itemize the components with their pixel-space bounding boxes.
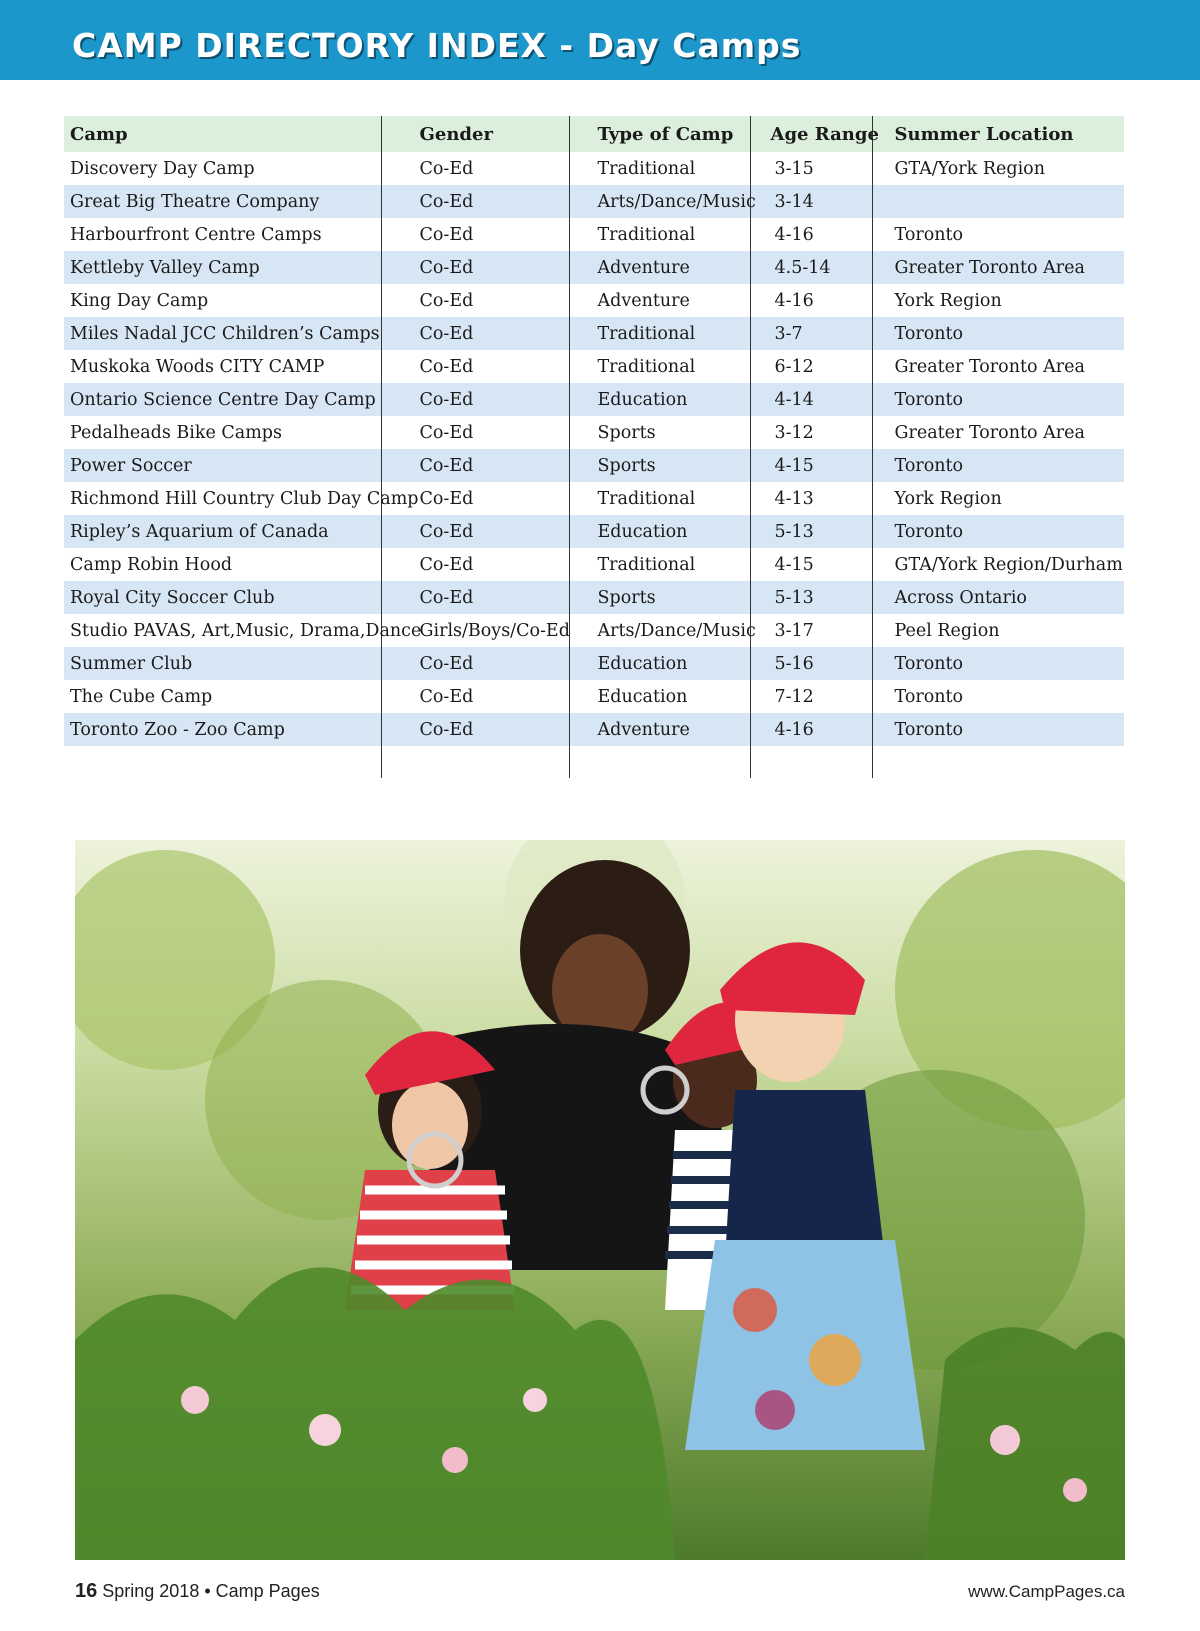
table-cell: 4.5-14 [750, 251, 872, 284]
table-cell: Toronto [872, 449, 1124, 482]
table-cell: 6-12 [750, 350, 872, 383]
table-cell: Co-Ed [381, 713, 569, 746]
table-cell: Co-Ed [381, 482, 569, 515]
table-cell: Royal City Soccer Club [64, 581, 381, 614]
table-cell: York Region [872, 482, 1124, 515]
footer-website[interactable]: www.CampPages.ca [968, 1582, 1125, 1601]
column-header: Age Range [750, 116, 872, 152]
table-cell: 4-15 [750, 449, 872, 482]
table-row [64, 614, 1124, 647]
table-row [64, 251, 1124, 284]
table-cell: York Region [872, 284, 1124, 317]
header-banner [0, 0, 1200, 80]
page-title: CAMP DIRECTORY INDEX - Day Camps [72, 26, 802, 65]
table-row [64, 581, 1124, 614]
table-header-row [64, 116, 1124, 152]
table-cell: Co-Ed [381, 218, 569, 251]
table-cell: Traditional [569, 218, 750, 251]
table-cell: Greater Toronto Area [872, 416, 1124, 449]
table-cell: 3-14 [750, 185, 872, 218]
table-cell: Toronto [872, 515, 1124, 548]
table-cell: Toronto [872, 317, 1124, 350]
table-cell: 3-17 [750, 614, 872, 647]
table-cell: Traditional [569, 482, 750, 515]
table-cell: Girls/Boys/Co-Ed [381, 614, 569, 647]
camp-directory-table [64, 116, 1124, 778]
page-number: 16 [75, 1580, 98, 1602]
table-cell: GTA/York Region/Durham [872, 548, 1124, 581]
table-cell: Adventure [569, 284, 750, 317]
footer-issue [75, 1580, 320, 1603]
table-cell: 5-13 [750, 581, 872, 614]
table-cell: Studio PAVAS, Art,Music, Drama,Dance [70, 620, 422, 641]
table-cell [64, 746, 381, 778]
table-row [64, 218, 1124, 251]
table-cell: Toronto [872, 713, 1124, 746]
table-cell [872, 746, 1124, 778]
table-cell: Arts/Dance/Music [569, 614, 750, 647]
table-cell: 7-12 [750, 680, 872, 713]
table-cell: Traditional [569, 317, 750, 350]
table-cell: 3-7 [750, 317, 872, 350]
table-cell: 4-16 [750, 218, 872, 251]
table-cell [872, 185, 1124, 218]
table-row [64, 548, 1124, 581]
table-cell: Across Ontario [872, 581, 1124, 614]
column-header: Type of Camp [569, 116, 750, 152]
table-cell: 3-12 [750, 416, 872, 449]
photo-illustration [75, 840, 1125, 1560]
column-header: Summer Location [872, 116, 1124, 152]
table-row [64, 152, 1124, 185]
table-row [64, 647, 1124, 680]
table-cell: Co-Ed [381, 680, 569, 713]
table-cell: The Cube Camp [70, 686, 213, 707]
table-row [64, 317, 1124, 350]
table-cell: Toronto [872, 218, 1124, 251]
table-cell: 4-15 [750, 548, 872, 581]
table-cell: Richmond Hill Country Club Day Camp [70, 488, 419, 509]
table-cell: Kettleby Valley Camp [64, 251, 381, 284]
table-cell: Co-Ed [381, 251, 569, 284]
table-cell: Greater Toronto Area [872, 251, 1124, 284]
table-cell: Co-Ed [381, 416, 569, 449]
table-cell: Adventure [569, 713, 750, 746]
table-cell: Co-Ed [381, 449, 569, 482]
table-row [64, 383, 1124, 416]
table-cell: Traditional [569, 350, 750, 383]
table-cell: Peel Region [872, 614, 1124, 647]
table-cell: 4-14 [750, 383, 872, 416]
table-row [64, 680, 1124, 713]
table-cell: Traditional [569, 548, 750, 581]
table-cell: Camp Robin Hood [70, 554, 233, 575]
table-cell: Summer Club [64, 647, 381, 680]
table-cell: Greater Toronto Area [872, 350, 1124, 383]
table-cell [569, 746, 750, 778]
table-cell: Sports [569, 581, 750, 614]
table-cell [750, 746, 872, 778]
table-cell: Co-Ed [381, 152, 569, 185]
table-cell: Ontario Science Centre Day Camp [64, 383, 381, 416]
table-cell: Co-Ed [381, 317, 569, 350]
table-cell: Co-Ed [381, 548, 569, 581]
table-cell: 5-13 [750, 515, 872, 548]
table-cell: Sports [569, 416, 750, 449]
table-cell: Education [569, 383, 750, 416]
table-cell: Toronto [872, 680, 1124, 713]
issue-label: Spring 2018 • Camp Pages [102, 1581, 320, 1601]
table-cell: Harbourfront Centre Camps [70, 224, 322, 245]
table-cell: Ripley’s Aquarium of Canada [64, 515, 381, 548]
table-cell: 4-16 [750, 284, 872, 317]
table-row [64, 284, 1124, 317]
table-cell: 4-16 [750, 713, 872, 746]
table-cell: Education [569, 680, 750, 713]
table-cell: Discovery Day Camp [70, 158, 255, 179]
table-cell: GTA/York Region [872, 152, 1124, 185]
children-exploring-garden-photo [75, 840, 1125, 1560]
table-row [64, 350, 1124, 383]
table-row [64, 416, 1124, 449]
table-cell: Toronto Zoo - Zoo Camp [64, 713, 381, 746]
table-row [64, 713, 1124, 746]
table-cell: Education [569, 647, 750, 680]
table-row [64, 449, 1124, 482]
table-cell: Co-Ed [381, 647, 569, 680]
table-cell: Co-Ed [381, 350, 569, 383]
table-cell: 3-15 [750, 152, 872, 185]
table-cell: King Day Camp [70, 290, 209, 311]
column-header: Camp [64, 116, 381, 152]
table-row [64, 482, 1124, 515]
table-cell: Co-Ed [381, 383, 569, 416]
table-cell: Great Big Theatre Company [64, 185, 381, 218]
table-row [64, 185, 1124, 218]
table-cell: Arts/Dance/Music [569, 185, 750, 218]
table-cell: Sports [569, 449, 750, 482]
table-cell: Co-Ed [381, 515, 569, 548]
table-cell: 5-16 [750, 647, 872, 680]
table-cell: Co-Ed [381, 185, 569, 218]
table-row [64, 515, 1124, 548]
table-cell: Education [569, 515, 750, 548]
table-cell: Miles Nadal JCC Children’s Camps [64, 317, 381, 350]
table-cell: Traditional [569, 152, 750, 185]
table-cell: Power Soccer [64, 449, 381, 482]
table-cell: Muskoka Woods CITY CAMP [70, 356, 325, 377]
table-cell: 4-13 [750, 482, 872, 515]
table-cell: Co-Ed [381, 581, 569, 614]
table-cell: Co-Ed [381, 284, 569, 317]
table-cell: Adventure [569, 251, 750, 284]
table-cell: Toronto [872, 383, 1124, 416]
table-cell [381, 746, 569, 778]
table-cell: Pedalheads Bike Camps [70, 422, 282, 443]
column-header: Gender [381, 116, 569, 152]
table-cell: Toronto [872, 647, 1124, 680]
table-spacer-row [64, 746, 1124, 778]
